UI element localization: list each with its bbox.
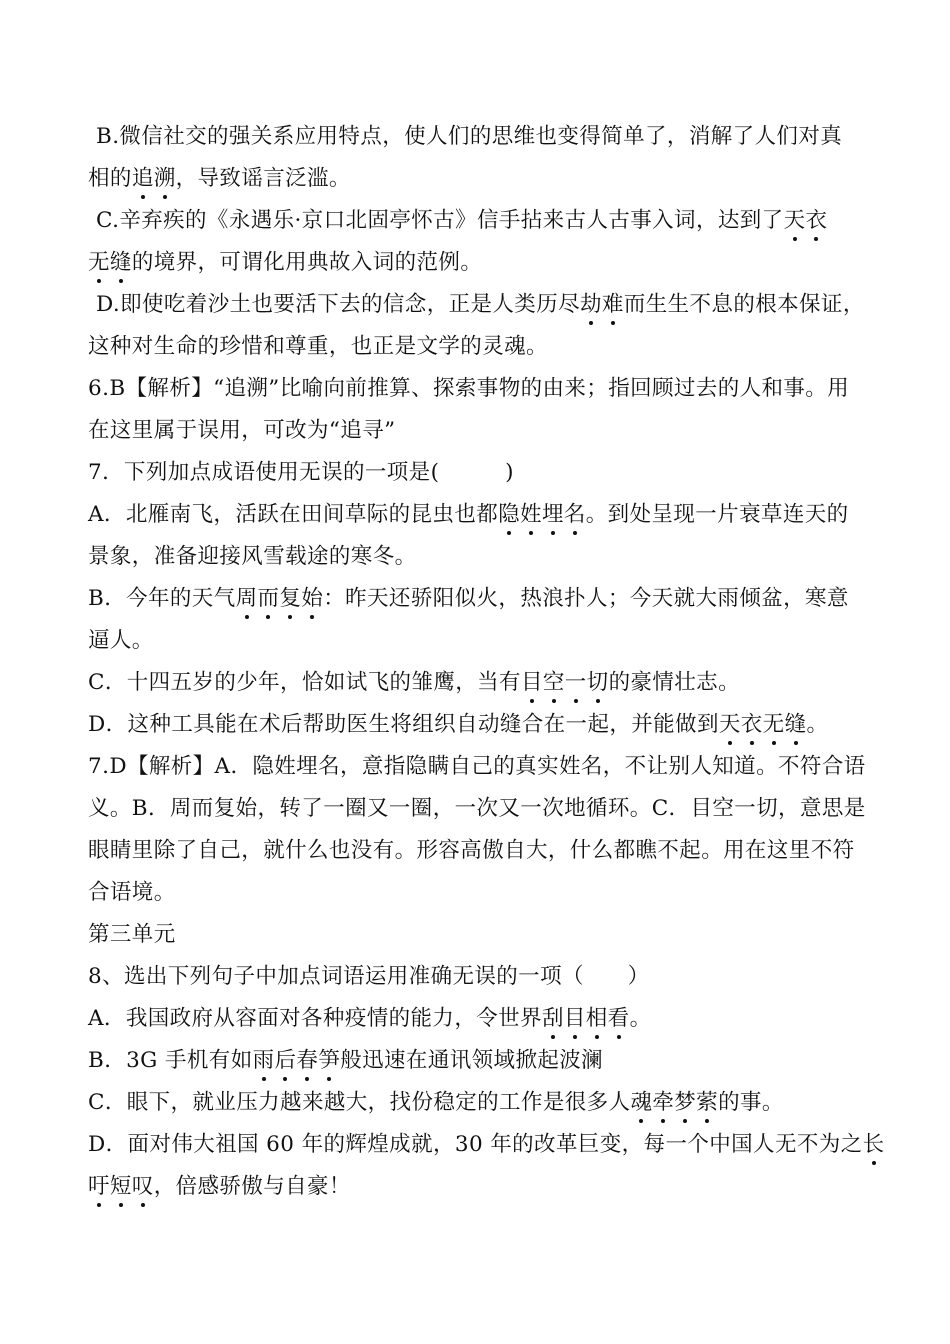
text-line <box>88 626 154 656</box>
text-segment: 这种对生命的珍惜和尊重，也正是文学的灵魂。 <box>88 334 548 359</box>
text-segment: C．眼下，就业压力越来越大，找份稳定的工作是很多人 <box>88 1090 631 1115</box>
text-segment: B．今年的天气 <box>88 586 236 611</box>
text-segment: A．我国政府从容面对各种疫情的能力，令世界 <box>88 1006 542 1031</box>
text-line <box>96 206 827 236</box>
emphasis-dot-char: 目 <box>563 1006 586 1031</box>
text-segment: 7．下列加点成语使用无误的一项是( ) <box>88 460 514 485</box>
emphasized-term <box>580 292 624 317</box>
text-line <box>96 290 865 320</box>
text-segment: B．3G 手机有如 <box>88 1048 253 1073</box>
emphasis-dot-char: 叹 <box>131 1174 154 1199</box>
emphasis-dot-char: 溯 <box>153 166 176 191</box>
emphasis-dot-char: 看 <box>607 1006 630 1031</box>
text-line <box>88 920 176 950</box>
text-segment: 眼睛里除了自己，就什么也没有。形容高傲自大，什么都瞧不起。用在这里不符 <box>88 838 855 863</box>
text-line <box>88 962 650 992</box>
text-segment: 相的 <box>88 166 132 191</box>
text-segment: D．这种工具能在术后帮助医生将组织自动缝合在一起，并能做到 <box>88 712 719 737</box>
emphasis-dot-char: 长 <box>862 1132 885 1157</box>
text-line <box>88 752 866 782</box>
emphasized-term <box>88 1174 154 1199</box>
text-segment: 的事。 <box>718 1090 784 1115</box>
emphasis-dot-char: 梦 <box>674 1090 697 1115</box>
text-segment: 。 <box>806 712 829 737</box>
text-segment: 6.B【解析】“追溯”比喻向前推算、探索事物的由来；指回顾过去的人和事。用 <box>88 376 850 401</box>
emphasis-dot-char: 短 <box>109 1174 132 1199</box>
emphasis-dot-char: 刮 <box>541 1006 564 1031</box>
emphasis-dot-char: 追 <box>131 166 154 191</box>
emphasis-dot-char: 一 <box>564 670 587 695</box>
text-line <box>88 794 866 824</box>
emphasis-dot-char: 劫 <box>580 292 602 317</box>
emphasis-dot-char: 缝 <box>109 250 132 275</box>
emphasis-dot-char: 埋 <box>541 502 564 527</box>
emphasized-term <box>236 586 324 611</box>
text-segment: 景象，准备迎接风雪载途的寒冬。 <box>88 544 417 569</box>
emphasis-dot-char: 隐 <box>498 502 521 527</box>
text-line <box>88 1046 603 1076</box>
text-line <box>88 836 855 866</box>
emphasis-dot-char: 吁 <box>88 1174 110 1199</box>
emphasis-dot-char: 周 <box>235 586 258 611</box>
emphasis-dot-char: 空 <box>542 670 565 695</box>
emphasized-term <box>88 250 132 275</box>
emphasis-dot-char: 无 <box>88 250 110 275</box>
emphasized-term <box>132 166 176 191</box>
text-segment: A．北雁南飞，活跃在田间草际的昆虫也都 <box>88 502 499 527</box>
text-line <box>88 374 849 404</box>
emphasis-dot-char: 笋 <box>318 1048 341 1073</box>
emphasis-dot-char: 牵 <box>652 1090 675 1115</box>
text-segment: 合语境。 <box>88 880 176 905</box>
text-segment: D.即使吃着沙土也要活下去的信念，正是人类历尽 <box>96 292 581 317</box>
emphasized-term <box>784 208 828 233</box>
emphasized-term <box>253 1048 341 1073</box>
emphasis-dot-char: 萦 <box>696 1090 719 1115</box>
text-segment: 逼人。 <box>88 628 154 653</box>
emphasis-dot-char: 衣 <box>805 208 828 233</box>
emphasis-dot-char: 雨 <box>252 1048 275 1073</box>
emphasized-term <box>521 670 609 695</box>
text-line <box>88 668 740 698</box>
text-segment: ，倍感骄傲与自豪！ <box>153 1174 351 1199</box>
emphasis-dot-char: 衣 <box>740 712 763 737</box>
emphasis-dot-char: 天 <box>718 712 741 737</box>
text-segment: 的豪情壮志。 <box>608 670 740 695</box>
emphasis-dot-char: 天 <box>783 208 806 233</box>
emphasis-dot-char: 相 <box>585 1006 608 1031</box>
text-segment: 而生生不息的根本保证， <box>623 292 865 317</box>
emphasis-dot-char: 始 <box>301 586 324 611</box>
text-segment: C.辛弃疾的《永遇乐·京口北固亭怀古》信手拈来古人古事入词，达到了 <box>96 208 784 233</box>
emphasis-dot-char: 而 <box>257 586 280 611</box>
emphasis-dot-char: 切 <box>586 670 609 695</box>
emphasis-dot-char: 难 <box>601 292 624 317</box>
text-line <box>88 710 828 740</box>
text-line <box>88 542 417 572</box>
text-line <box>88 164 351 194</box>
emphasized-term <box>630 1090 718 1115</box>
text-line <box>88 1130 884 1160</box>
emphasis-dot-char: 目 <box>520 670 543 695</box>
emphasized-term <box>719 712 807 737</box>
text-segment: ，导致谣言泛滥。 <box>175 166 351 191</box>
text-line <box>88 332 548 362</box>
text-segment: 第三单元 <box>88 922 176 947</box>
text-segment: 。到处呈现一片衰草连天的 <box>585 502 849 527</box>
text-segment: 义。B．周而复始，转了一圈又一圈，一次又一次地循环。C．目空一切，意思是 <box>88 796 866 821</box>
emphasis-dot-char: 春 <box>296 1048 319 1073</box>
text-segment: B.微信社交的强关系应用特点，使人们的思维也变得简单了，消解了人们对真 <box>96 124 843 149</box>
text-segment: C．十四五岁的少年，恰如试飞的雏鹰，当有 <box>88 670 521 695</box>
emphasis-dot-char: 姓 <box>520 502 542 527</box>
text-segment: ：昨天还骄阳似火，热浪扑人；今天就大雨倾盆，寒意 <box>323 586 849 611</box>
emphasized-term <box>863 1132 885 1157</box>
text-line <box>88 1088 784 1118</box>
emphasis-dot-char: 无 <box>762 712 785 737</box>
text-segment: 8、选出下列句子中加点词语运用准确无误的一项（ ） <box>88 964 650 989</box>
text-segment: 般迅速在通讯领域掀起波澜 <box>340 1048 604 1073</box>
text-line <box>88 248 482 278</box>
emphasis-dot-char: 后 <box>274 1048 297 1073</box>
emphasis-dot-char: 复 <box>279 586 302 611</box>
emphasis-dot-char: 缝 <box>784 712 807 737</box>
text-segment: 。 <box>629 1006 652 1031</box>
text-line <box>88 458 514 488</box>
emphasis-dot-char: 名 <box>563 502 586 527</box>
text-line <box>88 878 176 908</box>
text-line <box>88 1004 651 1034</box>
text-line <box>88 1172 351 1202</box>
text-segment: 在这里属于误用，可改为“追寻” <box>88 418 396 443</box>
emphasized-term <box>542 1006 630 1031</box>
text-segment: D．面对伟大祖国 60 年的辉煌成就，30 年的改革巨变，每一个中国人无不为之 <box>88 1132 863 1157</box>
text-line <box>88 500 849 530</box>
text-line <box>88 584 849 614</box>
text-segment: 7.D【解析】A．隐姓埋名，意指隐瞒自己的真实姓名，不让别人知道。不符合语 <box>88 754 866 779</box>
text-line <box>88 416 395 446</box>
emphasized-term <box>498 502 586 527</box>
text-line <box>96 122 842 152</box>
text-segment: 的境界，可谓化用典故入词的范例。 <box>131 250 483 275</box>
emphasis-dot-char: 魂 <box>630 1090 653 1115</box>
